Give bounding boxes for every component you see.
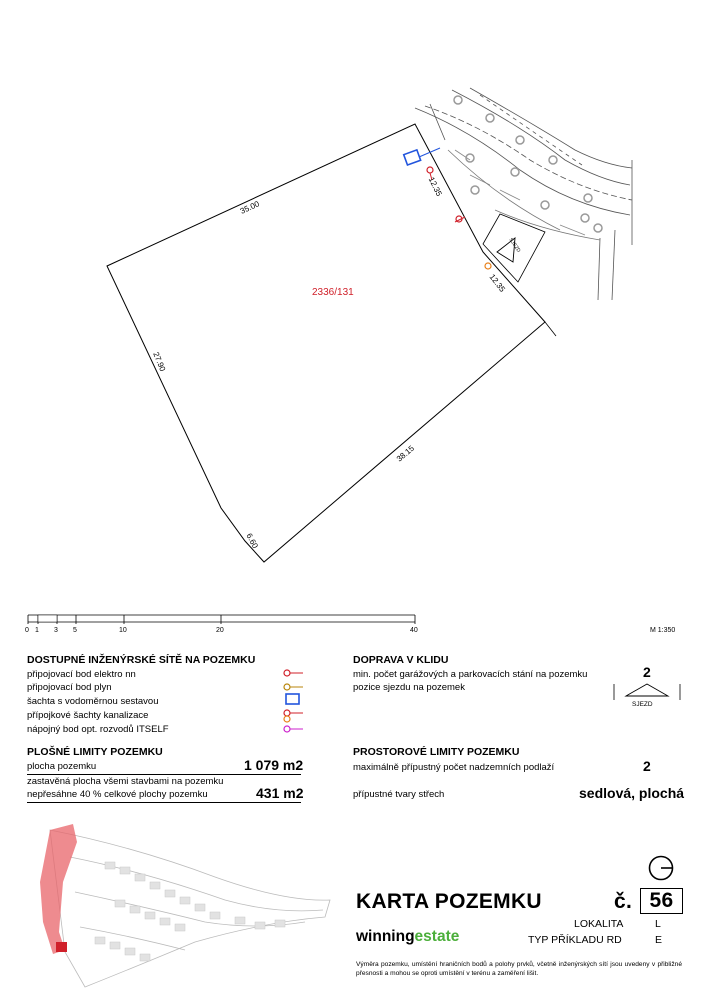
- built-area-value: 431 m2: [256, 785, 304, 801]
- water-meter-shaft-icon: [286, 694, 299, 704]
- scale-tick: 0: [25, 627, 29, 634]
- utility-item: připojovací bod elektro nn: [27, 669, 136, 680]
- edge-label-road-1: 12.35: [426, 175, 444, 198]
- current-plot-marker: [56, 942, 67, 952]
- roof-value: sedlová, plochá: [579, 785, 685, 801]
- edge-label-top: 35.00: [238, 199, 261, 216]
- gas-point-icon: [485, 263, 491, 269]
- utility-item: přípojkové šachty kanalizace: [27, 710, 149, 721]
- scale-tick: 10: [119, 627, 127, 634]
- sewer-shaft-icon: [284, 710, 303, 722]
- edge-label-bottom: 38.15: [394, 443, 417, 464]
- edge-label-road-2: 12.35: [487, 272, 507, 294]
- house-type-label: TYP PŘÍKLADU RD: [528, 934, 622, 946]
- built-area-label-1: zastavěná plocha všemi stavbami na pozemku: [27, 776, 224, 787]
- locality-mini-map: [25, 822, 345, 994]
- scale-tick: 20: [216, 627, 224, 634]
- winning-estate-logo: [356, 928, 459, 946]
- sjezd-icon: [626, 684, 668, 696]
- floors-value: 2: [643, 758, 651, 774]
- utility-legend-icons: [280, 666, 310, 738]
- parking-value: 2: [643, 664, 651, 680]
- card-number-prefix: č.: [614, 890, 633, 913]
- utility-item: připojovací bod plyn: [27, 682, 112, 693]
- plot-area-label: plocha pozemku: [27, 761, 97, 772]
- plot-area-value: 1 079 m2: [244, 757, 304, 773]
- gas-point-icon: [284, 684, 303, 690]
- road-context: [415, 88, 632, 300]
- built-area-label-2: nepřesáhne 40 % celkové plochy pozemku: [27, 789, 208, 800]
- logo-estate: estate: [414, 928, 460, 945]
- card-title: KARTA POZEMKU: [356, 890, 542, 913]
- traffic-title: DOPRAVA V KLIDU: [353, 654, 449, 666]
- trees: [454, 96, 602, 232]
- scale-tick: 5: [73, 627, 77, 634]
- logo-winning: winning: [356, 928, 415, 945]
- scale-tick: 40: [410, 627, 418, 634]
- sewer-shaft-icon: [455, 216, 465, 222]
- highlighted-plots: [40, 824, 77, 954]
- sjezd-plan-label: SJEZD: [507, 237, 522, 254]
- fiber-point-icon: [284, 726, 303, 732]
- scale-ratio: M 1:350: [650, 627, 676, 634]
- area-limits-title: PLOŠNÉ LIMITY POZEMKU: [27, 746, 163, 758]
- edge-label-corner: 6.60: [244, 531, 260, 550]
- sjezd-position-label: pozice sjezdu na pozemek: [353, 682, 465, 693]
- floors-label: maximálně přípustný počet nadzemních podlaží: [353, 762, 555, 773]
- scale-tick: 3: [54, 627, 58, 634]
- water-meter-shaft-icon: [404, 150, 421, 165]
- sjezd-legend: [610, 680, 685, 714]
- roof-label: přípustné tvary střech: [353, 789, 445, 800]
- edge-label-left: 27.90: [151, 350, 168, 373]
- utility-item: nápojný bod opt. rozvodů ITSELF: [27, 724, 169, 735]
- scale-bar: [0, 610, 707, 640]
- parcel-id-label: 2336/131: [312, 287, 354, 298]
- lokalita-label: LOKALITA: [574, 918, 624, 930]
- house-type-value: E: [655, 934, 663, 946]
- scale-tick: 1: [35, 627, 39, 634]
- lokalita-value: L: [655, 918, 661, 930]
- utility-item: šachta s vodoměrnou sestavou: [27, 696, 159, 707]
- sjezd-legend-label: SJEZD: [632, 701, 653, 708]
- utilities-title: DOSTUPNÉ INŽENÝRSKÉ SÍTĚ NA POZEMKU: [27, 654, 256, 666]
- disclaimer-text: Výměra pozemku, umístění hraničních bodů a polohy prvků, včetně inženýrských sítí jsou uvedeny v přibližné přesnosti a mohou se oproti umístění v terénu a zaměření lišit.: [356, 961, 682, 977]
- electric-point-icon: [284, 670, 303, 676]
- card-number: 56: [640, 888, 683, 914]
- parking-label: min. počet garážových a parkovacích stání na pozemku: [353, 669, 588, 680]
- north-arrow-icon: [647, 854, 675, 882]
- spatial-limits-title: PROSTOROVÉ LIMITY POZEMKU: [353, 746, 520, 758]
